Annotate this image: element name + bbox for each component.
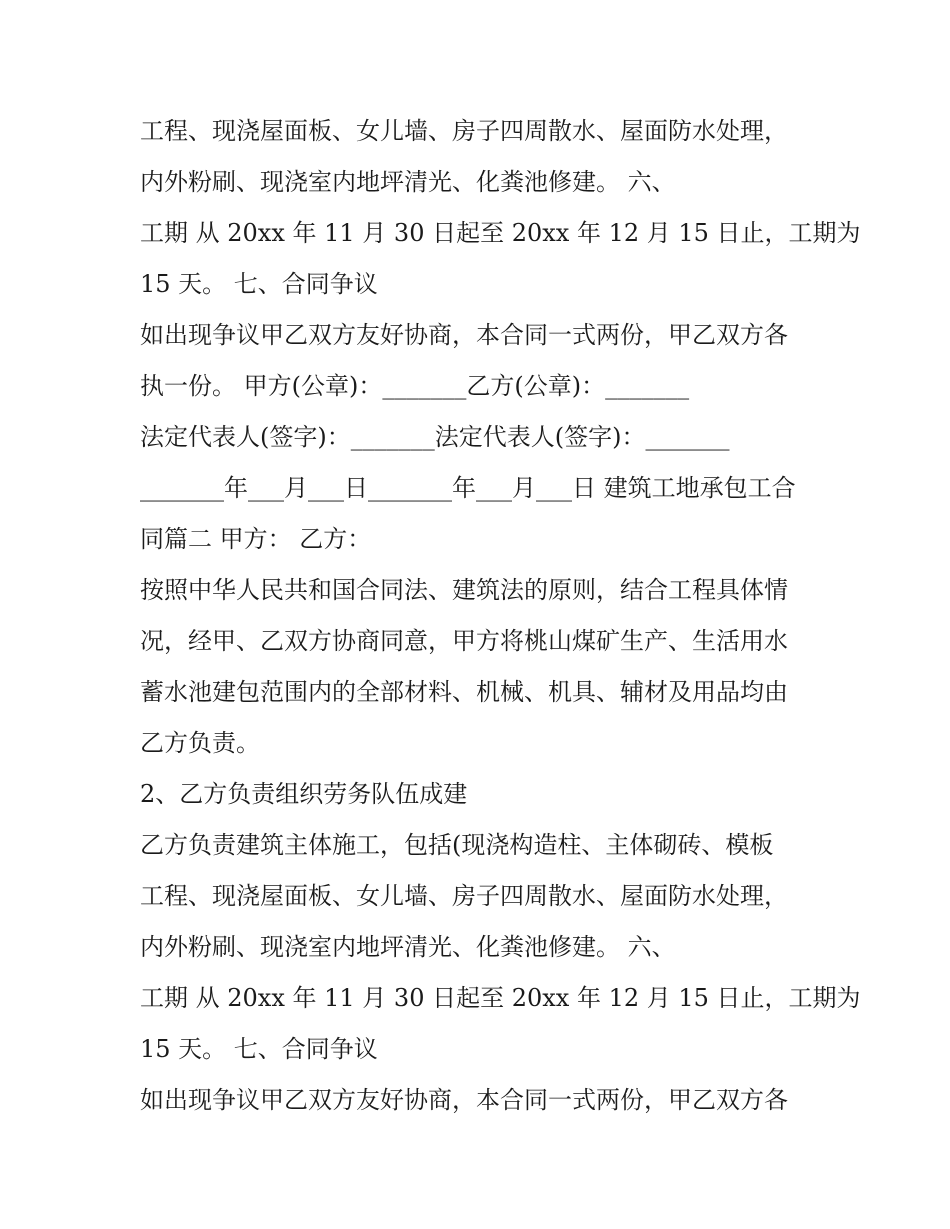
text-line-1: 工程、现浇屋面板、女儿墙、房子四周散水、屋面防水处理， <box>140 117 788 145</box>
text-line-11: 况，经甲、乙双方协商同意，甲方将桃山煤矿生产、生活用水 <box>140 627 788 655</box>
text-line-19: 15 天。 七、合同争议 <box>140 1035 378 1063</box>
text-line-18: 工期 从 20xx 年 11 月 30 日起至 20xx 年 12 月 15 日止，工期为 <box>140 984 861 1012</box>
text-line-3: 工期 从 20xx 年 11 月 30 日起至 20xx 年 12 月 15 日止，工期为 <box>140 219 861 247</box>
text-line-7: 法定代表人(签字)：_______法定代表人(签字)：_______ <box>140 423 730 451</box>
contract-text-body <box>140 106 861 1126</box>
text-line-14: 2、乙方负责组织劳务队伍成建 <box>140 780 468 808</box>
text-line-10: 按照中华人民共和国合同法、建筑法的原则，结合工程具体情 <box>140 576 788 604</box>
text-line-8: _______年___月___日_______年___月___日 建筑工地承包工合 <box>140 474 796 502</box>
text-line-9: 同篇二 甲方： 乙方： <box>140 525 372 553</box>
text-line-20: 如出现争议甲乙双方友好协商，本合同一式两份，甲乙双方各 <box>140 1086 788 1114</box>
text-line-16: 工程、现浇屋面板、女儿墙、房子四周散水、屋面防水处理， <box>140 882 788 910</box>
text-line-12: 蓄水池建包范围内的全部材料、机械、机具、辅材及用品均由 <box>140 678 788 706</box>
text-line-2: 内外粉刷、现浇室内地坪清光、化粪池修建。 六、 <box>140 168 676 196</box>
text-line-13: 乙方负责。 <box>140 729 260 757</box>
text-line-4: 15 天。 七、合同争议 <box>140 270 378 298</box>
text-line-6: 执一份。 甲方(公章)：_______乙方(公章)：_______ <box>140 372 690 400</box>
text-line-15: 乙方负责建筑主体施工，包括(现浇构造柱、主体砌砖、模板 <box>140 831 774 859</box>
text-line-17: 内外粉刷、现浇室内地坪清光、化粪池修建。 六、 <box>140 933 676 961</box>
text-line-5: 如出现争议甲乙双方友好协商，本合同一式两份，甲乙双方各 <box>140 321 788 349</box>
